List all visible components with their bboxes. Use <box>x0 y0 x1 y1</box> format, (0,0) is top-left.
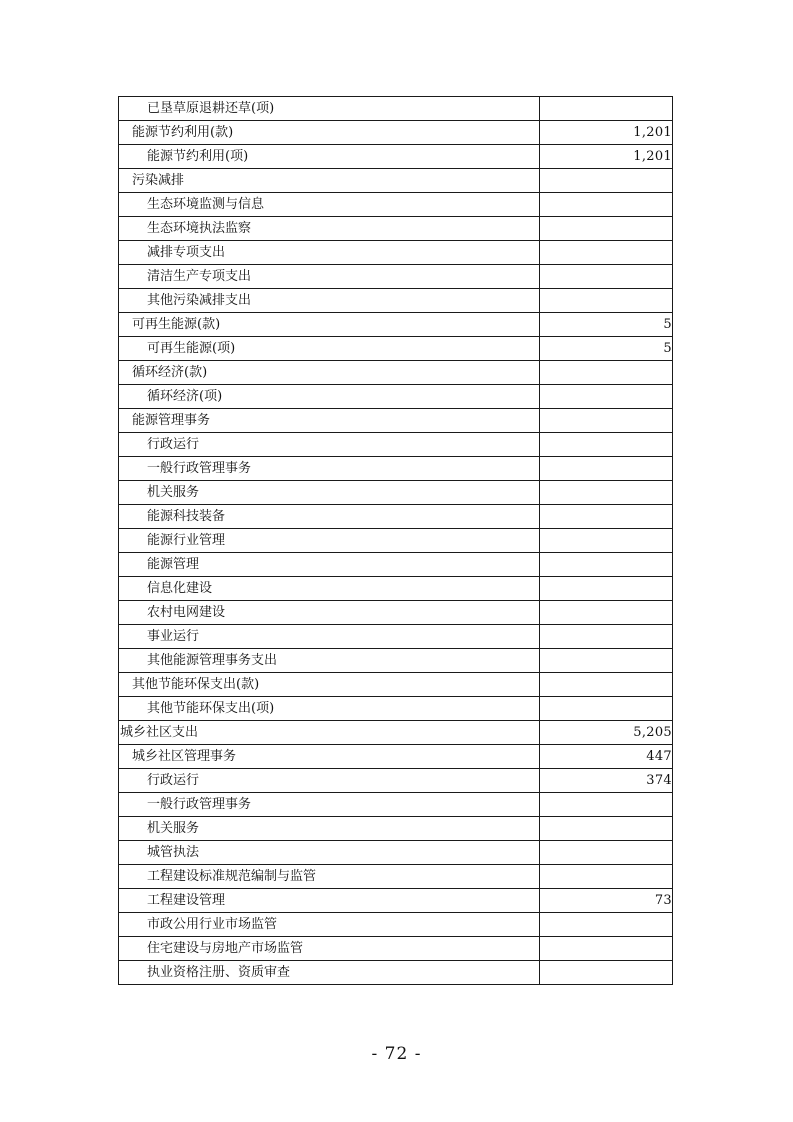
table-row <box>119 841 673 865</box>
item-name-cell: 其他节能环保支出(项) <box>119 697 540 721</box>
page-number: - 72 - <box>371 1044 422 1064</box>
table-row <box>119 385 673 409</box>
item-name-cell: 能源管理事务 <box>119 409 540 433</box>
item-name-cell: 清洁生产专项支出 <box>119 265 540 289</box>
table-row <box>119 721 673 745</box>
amount-cell <box>540 601 673 625</box>
table-row <box>119 913 673 937</box>
item-name-cell: 城管执法 <box>119 841 540 865</box>
amount-cell <box>540 913 673 937</box>
amount-cell <box>540 265 673 289</box>
table-row <box>119 313 673 337</box>
item-name-cell: 行政运行 <box>119 433 540 457</box>
expenditure-table <box>118 96 673 985</box>
item-name-cell: 工程建设管理 <box>119 889 540 913</box>
table-row <box>119 529 673 553</box>
item-name-cell: 能源科技装备 <box>119 505 540 529</box>
amount-cell <box>540 361 673 385</box>
amount-cell: 447 <box>540 745 673 769</box>
table-row <box>119 169 673 193</box>
table-row <box>119 745 673 769</box>
amount-cell <box>540 937 673 961</box>
item-name-cell: 执业资格注册、资质审查 <box>119 961 540 985</box>
item-name-cell: 城乡社区支出 <box>119 721 540 745</box>
table-row <box>119 769 673 793</box>
table-row <box>119 649 673 673</box>
amount-cell <box>540 577 673 601</box>
amount-cell <box>540 553 673 577</box>
amount-cell <box>540 649 673 673</box>
table-row <box>119 505 673 529</box>
table-row <box>119 577 673 601</box>
table-row <box>119 793 673 817</box>
amount-cell <box>540 673 673 697</box>
item-name-cell: 机关服务 <box>119 481 540 505</box>
item-name-cell: 市政公用行业市场监管 <box>119 913 540 937</box>
table-row <box>119 241 673 265</box>
table-row <box>119 889 673 913</box>
table-row <box>119 217 673 241</box>
table-row <box>119 961 673 985</box>
amount-cell: 1,201 <box>540 145 673 169</box>
amount-cell <box>540 505 673 529</box>
table-row <box>119 937 673 961</box>
table-body <box>119 97 673 985</box>
item-name-cell: 一般行政管理事务 <box>119 457 540 481</box>
item-name-cell: 住宅建设与房地产市场监管 <box>119 937 540 961</box>
item-name-cell: 信息化建设 <box>119 577 540 601</box>
item-name-cell: 可再生能源(项) <box>119 337 540 361</box>
table-row <box>119 433 673 457</box>
table-row <box>119 337 673 361</box>
amount-cell: 5,205 <box>540 721 673 745</box>
amount-cell: 1,201 <box>540 121 673 145</box>
table-row <box>119 409 673 433</box>
item-name-cell: 能源节约利用(款) <box>119 121 540 145</box>
item-name-cell: 其他能源管理事务支出 <box>119 649 540 673</box>
amount-cell <box>540 193 673 217</box>
table-row <box>119 625 673 649</box>
amount-cell <box>540 169 673 193</box>
table-row <box>119 865 673 889</box>
amount-cell <box>540 793 673 817</box>
amount-cell <box>540 289 673 313</box>
amount-cell: 73 <box>540 889 673 913</box>
item-name-cell: 生态环境监测与信息 <box>119 193 540 217</box>
item-name-cell: 能源节约利用(项) <box>119 145 540 169</box>
item-name-cell: 减排专项支出 <box>119 241 540 265</box>
amount-cell <box>540 625 673 649</box>
amount-cell <box>540 385 673 409</box>
amount-cell: 374 <box>540 769 673 793</box>
table-row <box>119 145 673 169</box>
amount-cell <box>540 241 673 265</box>
amount-cell <box>540 529 673 553</box>
item-name-cell: 可再生能源(款) <box>119 313 540 337</box>
table-row <box>119 817 673 841</box>
amount-cell <box>540 961 673 985</box>
table-row <box>119 601 673 625</box>
table-row <box>119 697 673 721</box>
table-row <box>119 97 673 121</box>
item-name-cell: 能源行业管理 <box>119 529 540 553</box>
item-name-cell: 污染减排 <box>119 169 540 193</box>
item-name-cell: 生态环境执法监察 <box>119 217 540 241</box>
table-row <box>119 553 673 577</box>
amount-cell: 5 <box>540 337 673 361</box>
table-row <box>119 673 673 697</box>
item-name-cell: 工程建设标准规范编制与监管 <box>119 865 540 889</box>
amount-cell <box>540 97 673 121</box>
table-row <box>119 121 673 145</box>
item-name-cell: 行政运行 <box>119 769 540 793</box>
amount-cell <box>540 481 673 505</box>
table-row <box>119 193 673 217</box>
item-name-cell: 一般行政管理事务 <box>119 793 540 817</box>
item-name-cell: 城乡社区管理事务 <box>119 745 540 769</box>
amount-cell <box>540 817 673 841</box>
item-name-cell: 已垦草原退耕还草(项) <box>119 97 540 121</box>
item-name-cell: 农村电网建设 <box>119 601 540 625</box>
table-row <box>119 361 673 385</box>
item-name-cell: 机关服务 <box>119 817 540 841</box>
item-name-cell: 循环经济(款) <box>119 361 540 385</box>
amount-cell <box>540 433 673 457</box>
item-name-cell: 其他节能环保支出(款) <box>119 673 540 697</box>
amount-cell <box>540 457 673 481</box>
item-name-cell: 事业运行 <box>119 625 540 649</box>
table-row <box>119 481 673 505</box>
table-row <box>119 457 673 481</box>
table-row <box>119 289 673 313</box>
item-name-cell: 其他污染减排支出 <box>119 289 540 313</box>
amount-cell <box>540 841 673 865</box>
item-name-cell: 循环经济(项) <box>119 385 540 409</box>
amount-cell <box>540 409 673 433</box>
amount-cell <box>540 697 673 721</box>
table-row <box>119 265 673 289</box>
amount-cell <box>540 217 673 241</box>
amount-cell: 5 <box>540 313 673 337</box>
item-name-cell: 能源管理 <box>119 553 540 577</box>
amount-cell <box>540 865 673 889</box>
